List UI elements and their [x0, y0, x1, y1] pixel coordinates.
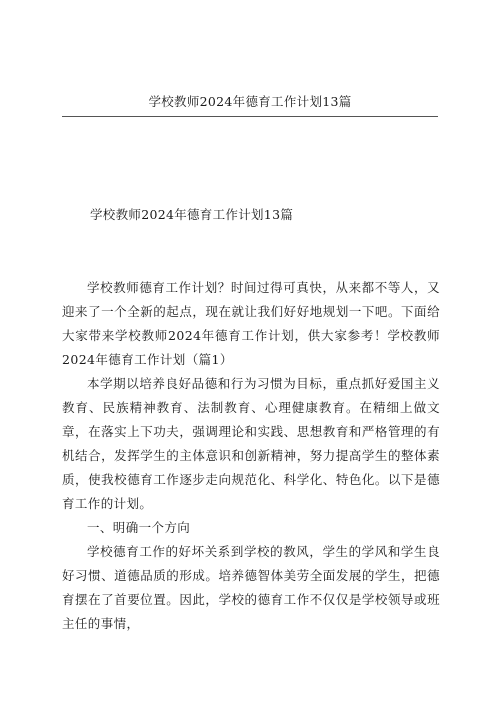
- paragraph-intro: 学校教师德育工作计划？时间过得可真快，从来都不等人，又迎来了一个全新的起点，现在就让我们好好地规划一下吧。下面给大家带来学校教师2024年德育工作计划，供大家参考！学校教师2024年德育工作计划（篇1）: [62, 280, 440, 367]
- page-header: [62, 92, 438, 117]
- paragraph-goal: 本学期以培养良好品德和行为习惯为目标，重点抓好爱国主义教育、民族精神教育、法制教育、心理健康教育。在精细上做文章，在落实上下功夫，强调理论和实践、思想教育和严格管理的有机结合，发挥学生的主体意识和创新精神，努力提高学生的整体素质，使我校德育工作逐步走向规范化、科学化、特色化。以下是德育工作的计划。: [62, 376, 440, 511]
- section-heading: 一、明确一个方向: [87, 520, 191, 535]
- document-title: 学校教师2024年德育工作计划13篇: [90, 207, 294, 222]
- header-title: 学校教师2024年德育工作计划13篇: [148, 94, 352, 109]
- document-body: [62, 276, 440, 636]
- paragraph-section-one: 学校德育工作的好坏关系到学校的教风，学生的学风和学生良好习惯、道德品质的形成。培养德智体美劳全面发展的学生，把德育摆在了首要位置。因此，学校的德育工作不仅仅是学校领导或班主任的事情，: [62, 544, 440, 631]
